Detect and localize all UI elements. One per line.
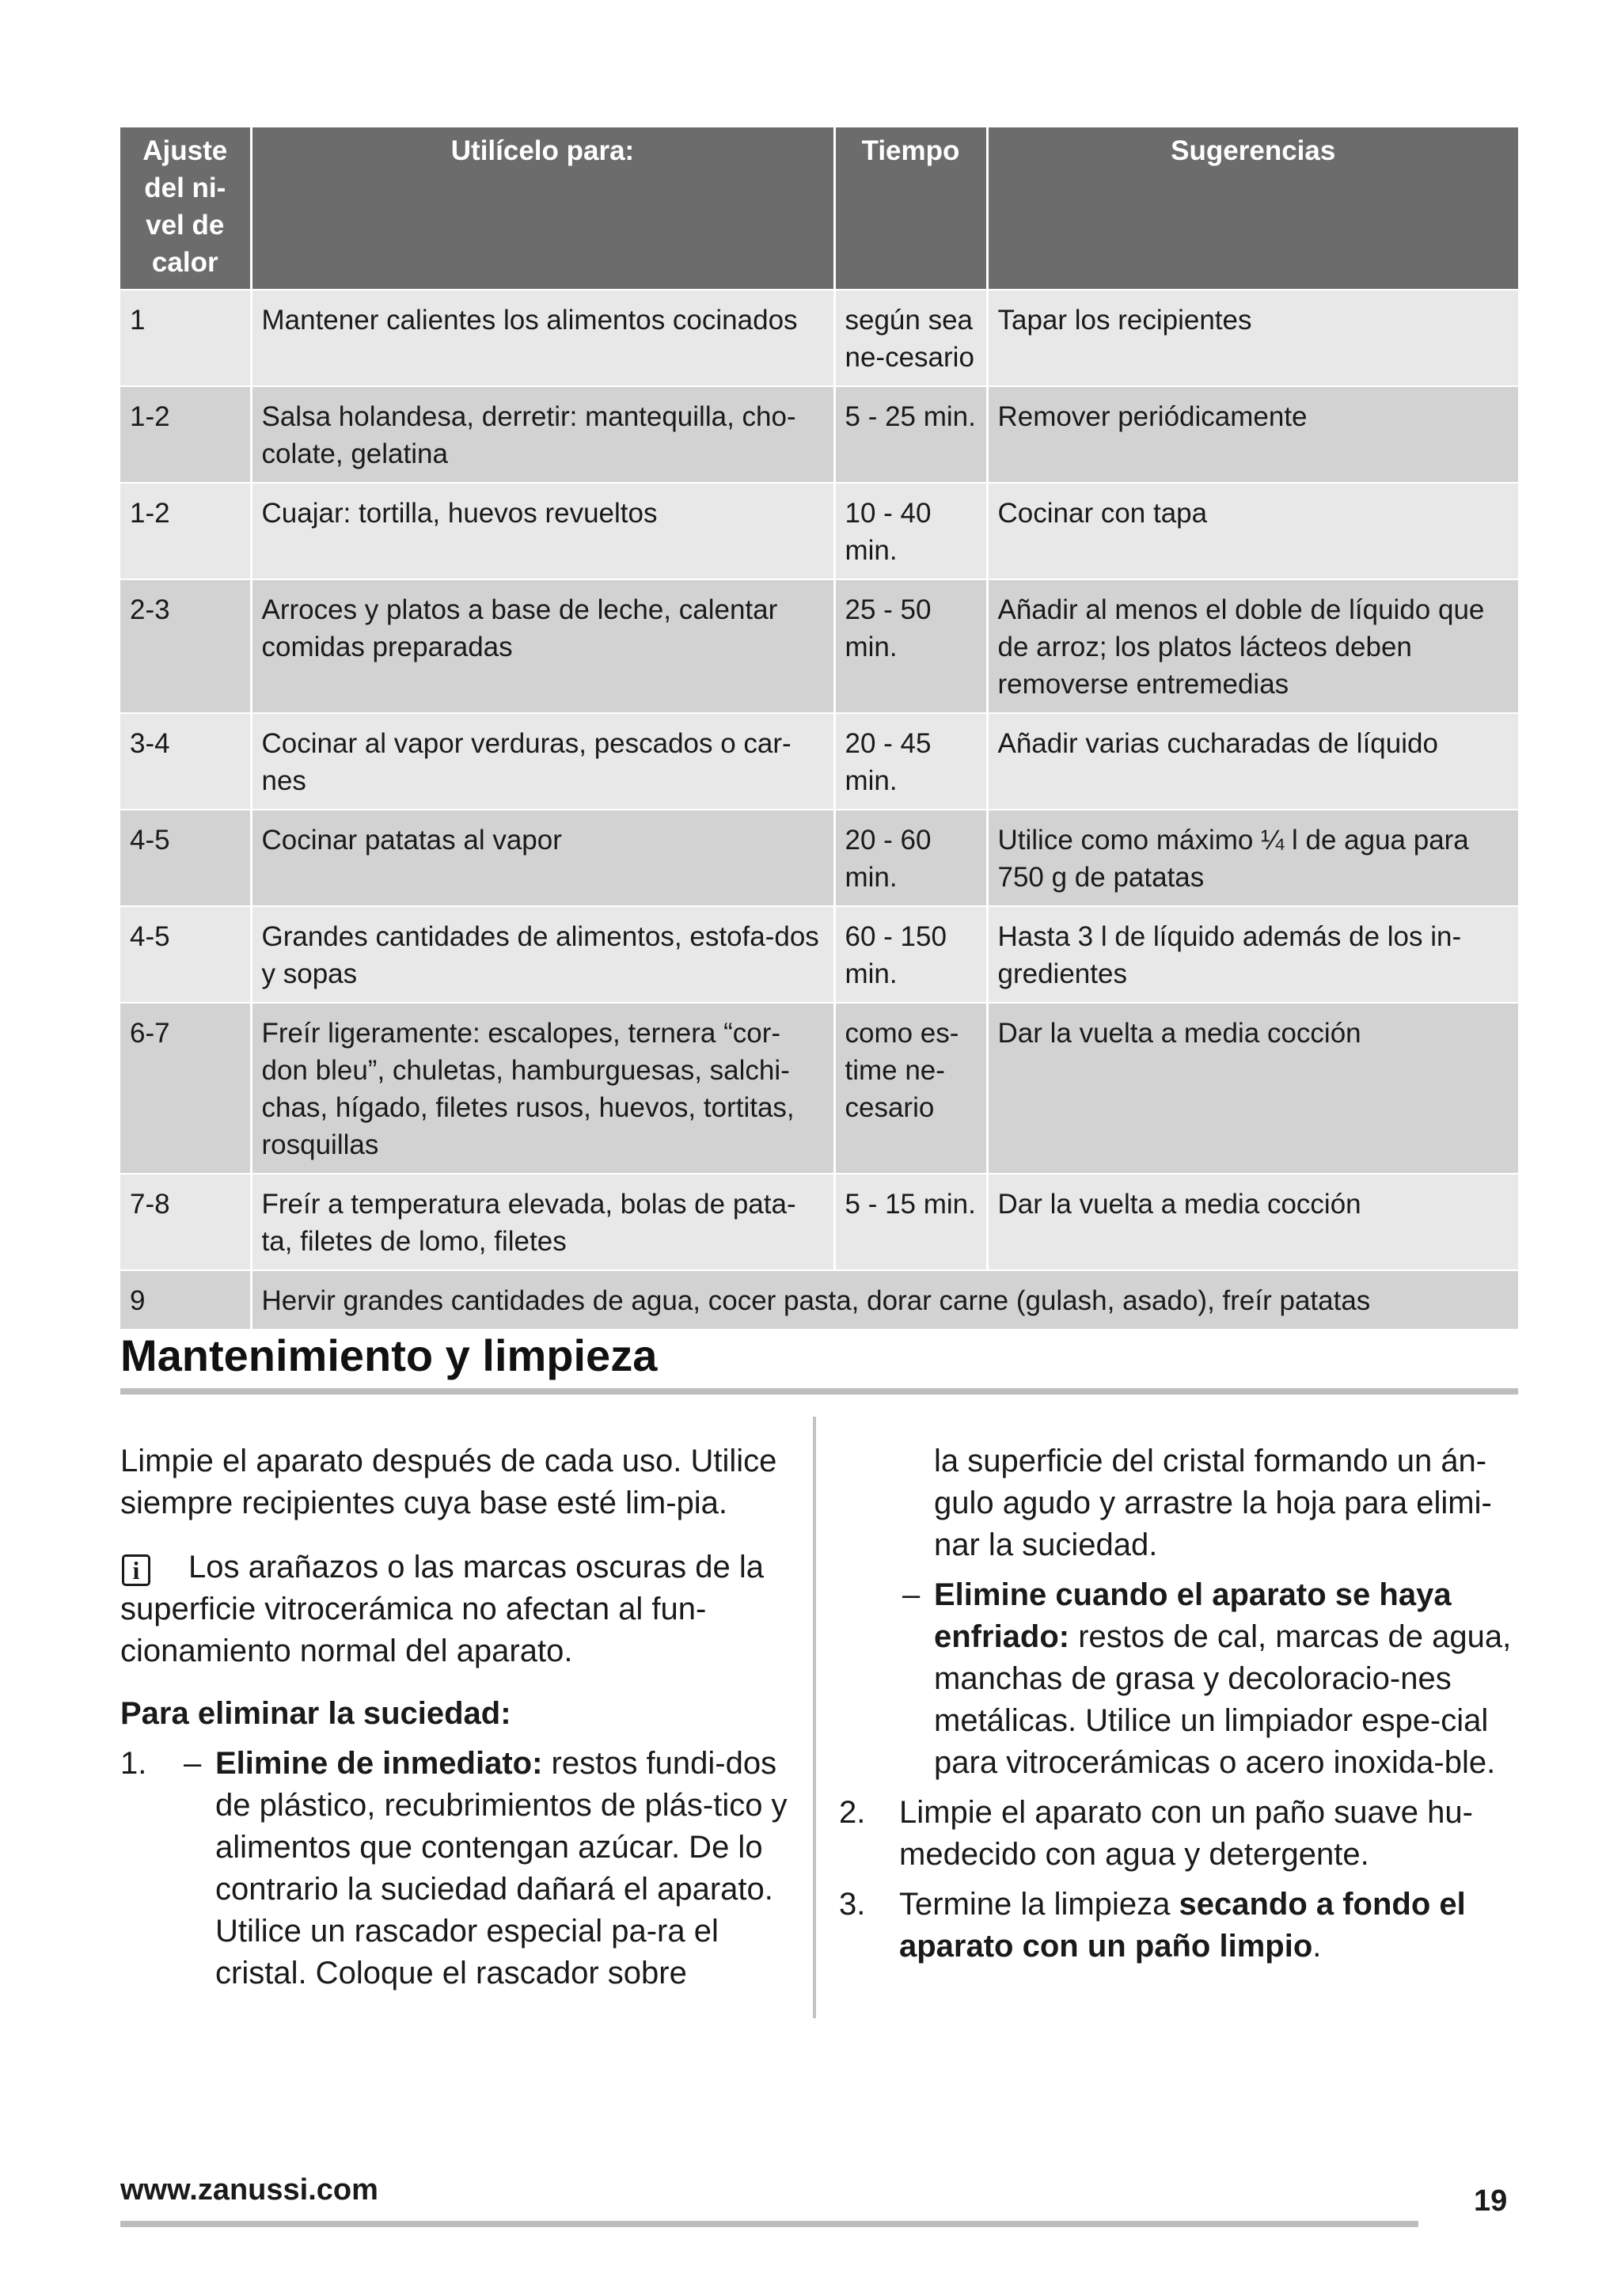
cell-use: Cuajar: tortilla, huevos revueltos xyxy=(251,483,834,579)
list-number: 3. xyxy=(839,1887,866,1922)
section-divider xyxy=(120,1388,1518,1395)
cell-use: Salsa holandesa, derretir: mantequilla, cho-colate, gelatina xyxy=(251,386,834,483)
note-line-2: superficie vitrocerámica no afectan al fun-cionamiento normal del aparato. xyxy=(120,1592,707,1668)
cell-time: 10 - 40 min. xyxy=(834,483,987,579)
cell-tips: Hasta 3 l de líquido además de los in-gredientes xyxy=(987,906,1518,1003)
list-dash: – xyxy=(902,1577,921,1612)
cell-level: 1-2 xyxy=(120,483,251,579)
heat-settings-table xyxy=(120,127,1518,1329)
cell-use: Freír a temperatura elevada, bolas de pata-ta, filetes de lomo, filetes xyxy=(251,1174,834,1270)
table-row xyxy=(120,483,1518,579)
list-item xyxy=(839,1884,1520,1968)
table-row xyxy=(120,290,1518,386)
step-3-end: . xyxy=(1312,1929,1322,1964)
cell-tips: Remover periódicamente xyxy=(987,386,1518,483)
subheading: Para eliminar la suciedad: xyxy=(120,1696,511,1731)
cell-level: 1 xyxy=(120,290,251,386)
step-1-continuation: la superficie del cristal formando un án-gulo agudo y arrastre la hoja para elimi-nar la suciedad. xyxy=(934,1444,1492,1562)
note-line-1: Los arañazos o las marcas oscuras de la xyxy=(188,1550,765,1584)
cell-time: 60 - 150 min. xyxy=(834,906,987,1003)
cell-use: Arroces y platos a base de leche, calentar comidas preparadas xyxy=(251,579,834,713)
step-1b-bold: Elimine cuando el aparato se haya enfriado: xyxy=(934,1577,1452,1654)
table-row xyxy=(120,1270,1518,1329)
step-1-bold: Elimine de inmediato: xyxy=(215,1746,543,1781)
header-use: Utilícelo para: xyxy=(251,127,834,290)
cell-time: 25 - 50 min. xyxy=(834,579,987,713)
cell-time: 5 - 15 min. xyxy=(834,1174,987,1270)
footer-divider xyxy=(120,2221,1418,2227)
cell-level: 6-7 xyxy=(120,1003,251,1174)
cell-level: 3-4 xyxy=(120,713,251,810)
info-note xyxy=(120,1546,793,1672)
cell-time: según sea ne-cesario xyxy=(834,290,987,386)
list-item xyxy=(839,1792,1520,1876)
cell-level: 4-5 xyxy=(120,810,251,906)
cell-tips: Dar la vuelta a media cocción xyxy=(987,1174,1518,1270)
cell-use: Freír ligeramente: escalopes, ternera “cor-don bleu”, chuletas, hamburguesas, salchi-chas, hígado, filetes rusos, huevos, tortitas, rosquillas xyxy=(251,1003,834,1174)
cell-use: Hervir grandes cantidades de agua, cocer pasta, dorar carne (gulash, asado), freír patatas xyxy=(251,1270,1518,1329)
section-title: Mantenimiento y limpieza xyxy=(120,1330,658,1380)
page-number: 19 xyxy=(1474,2184,1508,2218)
cell-level: 7-8 xyxy=(120,1174,251,1270)
step-3-bold: secando a fondo el aparato con un paño limpio xyxy=(899,1887,1466,1964)
cell-use: Cocinar patatas al vapor xyxy=(251,810,834,906)
table-row xyxy=(120,906,1518,1003)
step-1b-text: restos de cal, marcas de agua, manchas de grasa y decoloracio-nes metálicas. Utilice un limpiador espe-cial para vitrocerámicas o acero inoxida-ble. xyxy=(934,1619,1512,1780)
cell-level: 1-2 xyxy=(120,386,251,483)
header-tips: Sugerencias xyxy=(987,127,1518,290)
cell-tips: Cocinar con tapa xyxy=(987,483,1518,579)
left-column xyxy=(120,1440,793,1994)
cell-tips: Tapar los recipientes xyxy=(987,290,1518,386)
column-divider xyxy=(813,1417,816,2018)
right-column xyxy=(839,1440,1520,1968)
table-row xyxy=(120,713,1518,810)
table-header-row xyxy=(120,127,1518,290)
cell-tips: Utilice como máximo ¼ l de agua para 750 g de patatas xyxy=(987,810,1518,906)
cell-level: 9 xyxy=(120,1270,251,1329)
header-time: Tiempo xyxy=(834,127,987,290)
list-number: 1. xyxy=(120,1746,147,1781)
list-dash: – xyxy=(184,1746,202,1781)
list-number: 2. xyxy=(839,1795,866,1830)
table-row xyxy=(120,810,1518,906)
table-row xyxy=(120,1174,1518,1270)
step-2-text: Limpie el aparato con un paño suave hu-medecido con agua y detergente. xyxy=(899,1795,1473,1872)
cell-level: 2-3 xyxy=(120,579,251,713)
list-item xyxy=(839,1574,1520,1784)
table-row xyxy=(120,579,1518,713)
info-icon: i xyxy=(122,1554,150,1586)
header-level: Ajuste del ni- vel de calor xyxy=(120,127,251,290)
intro-text: Limpie el aparato después de cada uso. Utilice siempre recipientes cuya base esté lim-pia. xyxy=(120,1444,777,1520)
step-1-text: restos fundi-dos de plástico, recubrimientos de plás-tico y alimentos que contengan azúcar. De lo contrario la suciedad dañará el aparato. Utilice un rascador especial pa-ra el cristal. Coloque el rascador sobre xyxy=(215,1746,788,1990)
cell-tips: Dar la vuelta a media cocción xyxy=(987,1003,1518,1174)
cell-time: 5 - 25 min. xyxy=(834,386,987,483)
cell-use: Mantener calientes los alimentos cocinados xyxy=(251,290,834,386)
step-3-text: Termine la limpieza xyxy=(899,1887,1179,1922)
cell-time: 20 - 45 min. xyxy=(834,713,987,810)
footer-url: www.zanussi.com xyxy=(120,2173,378,2207)
cell-use: Grandes cantidades de alimentos, estofa-dos y sopas xyxy=(251,906,834,1003)
list-item xyxy=(120,1743,793,1994)
cell-level: 4-5 xyxy=(120,906,251,1003)
cell-use: Cocinar al vapor verduras, pescados o car-nes xyxy=(251,713,834,810)
cell-time: 20 - 60 min. xyxy=(834,810,987,906)
cell-tips: Añadir varias cucharadas de líquido xyxy=(987,713,1518,810)
cell-time: como es-time ne-cesario xyxy=(834,1003,987,1174)
table-row xyxy=(120,1003,1518,1174)
table-row xyxy=(120,386,1518,483)
cell-tips: Añadir al menos el doble de líquido que de arroz; los platos lácteos deben removerse entremedias xyxy=(987,579,1518,713)
